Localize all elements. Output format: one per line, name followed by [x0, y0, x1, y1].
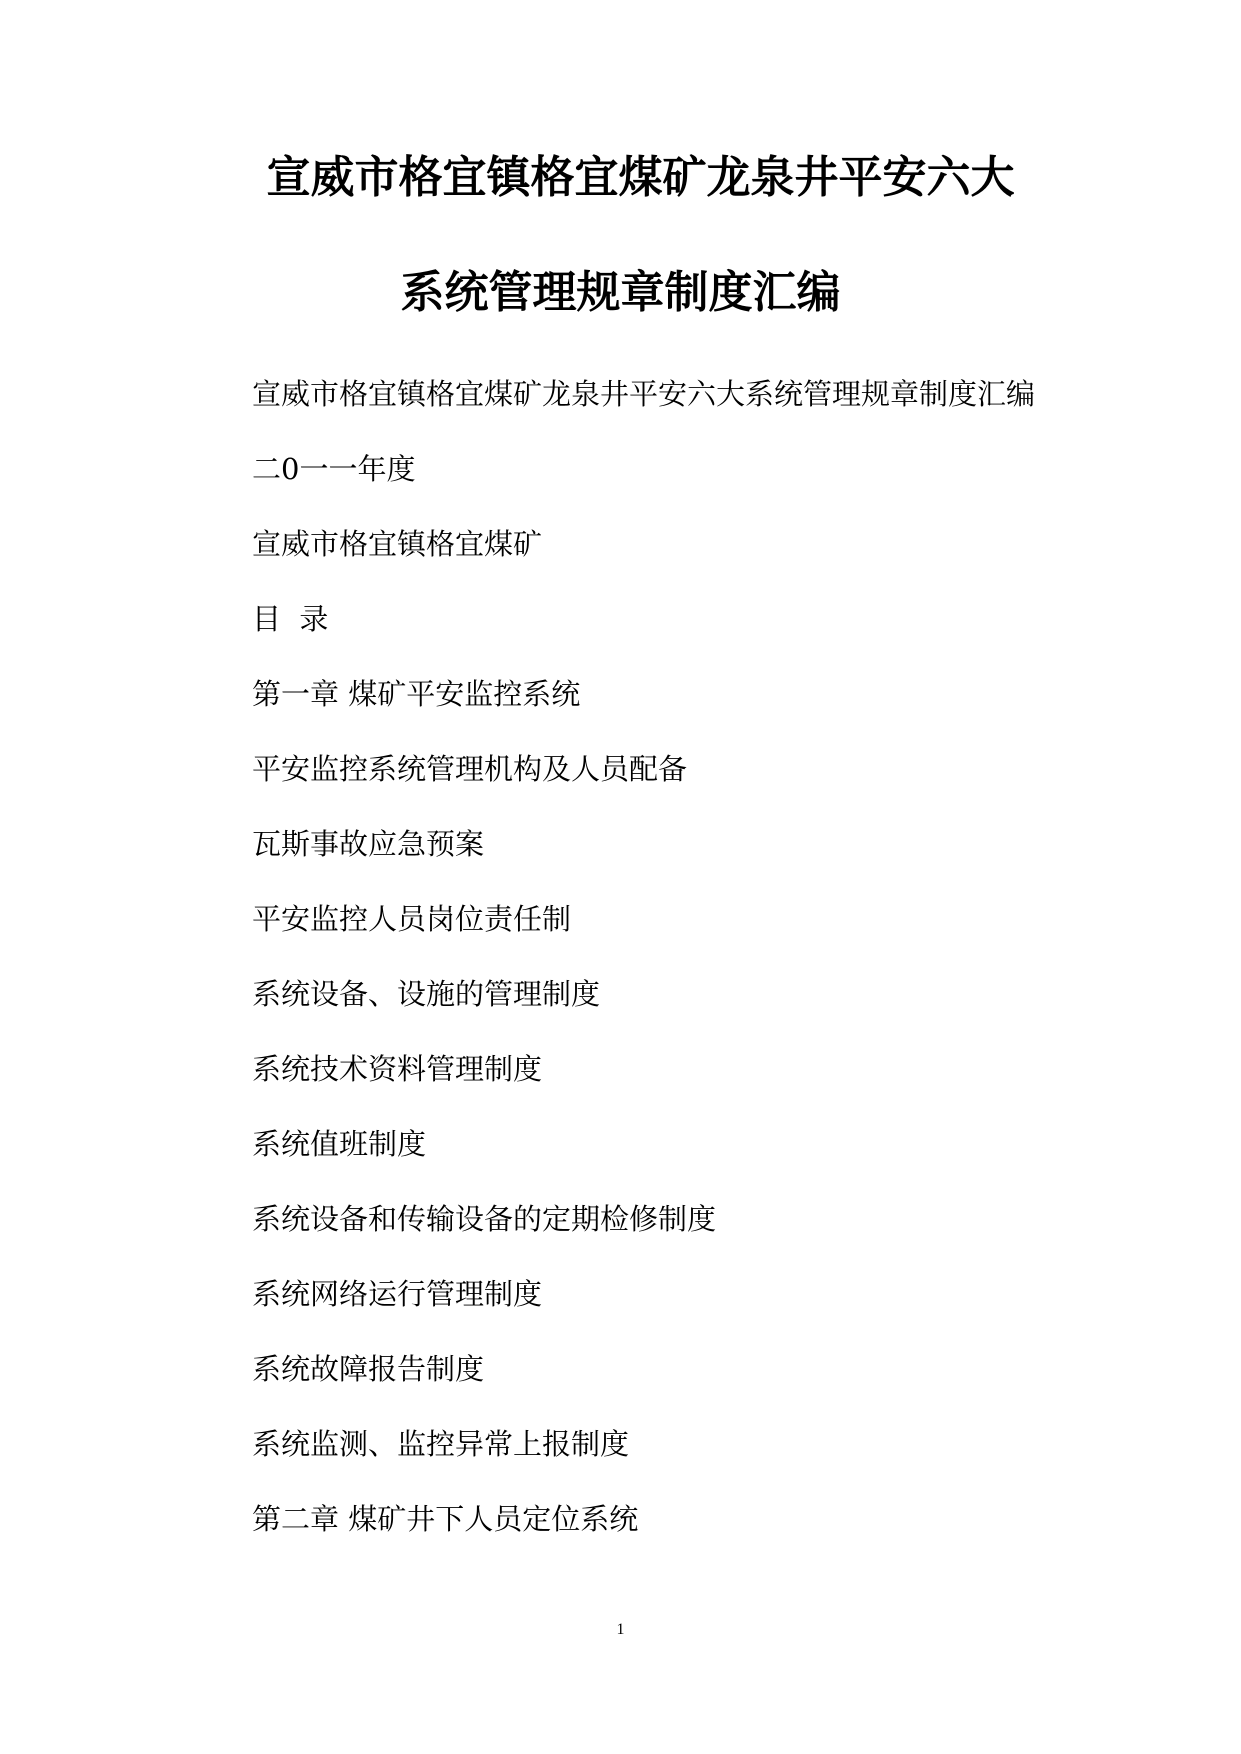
- toc-item: 平安监控系统管理机构及人员配备: [252, 752, 688, 786]
- organization-line: 宣威市格宜镇格宜煤矿: [252, 527, 543, 561]
- toc-item: 系统故障报告制度: [252, 1352, 485, 1386]
- page-number: 1: [616, 1621, 625, 1638]
- toc-item: 系统设备、设施的管理制度: [252, 977, 601, 1011]
- toc-heading: 目 录: [252, 602, 329, 636]
- toc-item: 第二章 煤矿井下人员定位系统: [252, 1502, 639, 1536]
- toc-item: 瓦斯事故应急预案: [252, 827, 485, 861]
- subtitle-line: 宣威市格宜镇格宜煤矿龙泉井平安六大系统管理规章制度汇编: [252, 377, 1036, 411]
- toc-item: 平安监控人员岗位责任制: [252, 902, 572, 936]
- year-line: 二0一一年度: [252, 452, 416, 486]
- toc-item: 系统监测、监控异常上报制度: [252, 1427, 630, 1461]
- toc-item: 系统值班制度: [252, 1127, 427, 1161]
- toc-item: 第一章 煤矿平安监控系统: [252, 677, 581, 711]
- document-title-line-2: 系统管理规章制度汇编: [400, 267, 841, 318]
- toc-item: 系统网络运行管理制度: [252, 1277, 543, 1311]
- toc-item: 系统设备和传输设备的定期检修制度: [252, 1202, 717, 1236]
- document-title-line-1: 宣威市格宜镇格宜煤矿龙泉井平安六大: [266, 152, 1015, 203]
- toc-item: 系统技术资料管理制度: [252, 1052, 543, 1086]
